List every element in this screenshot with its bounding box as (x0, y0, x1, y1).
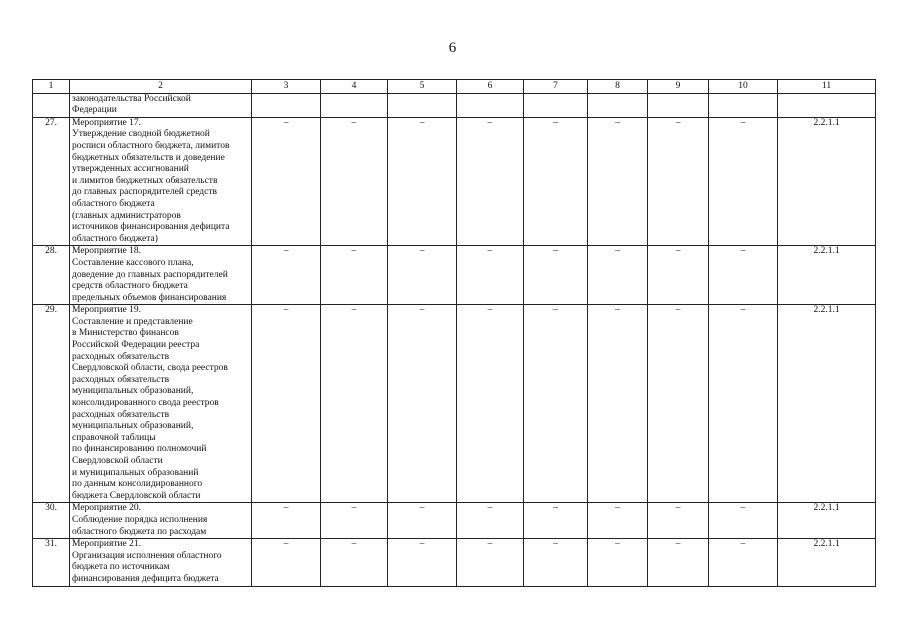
column-header: 5 (388, 80, 457, 94)
event-name-line: муниципальных образований, (72, 421, 194, 432)
event-name-line: Российской Федерации реестра (72, 340, 200, 351)
event-name-line: утвержденных ассигнований (72, 164, 189, 175)
value-cell: – (709, 246, 778, 305)
event-name-line: Мероприятие 17. (72, 117, 142, 128)
event-name-line: Утверждение сводной бюджетной (72, 129, 210, 140)
event-name-line: Мероприятие 20. (72, 503, 142, 514)
event-name-line: Свердловской области, свода реестров (72, 363, 228, 374)
event-name-line: областного бюджета) (72, 233, 158, 244)
column-header: 8 (588, 80, 648, 94)
row-number-cell: 27. (33, 117, 70, 246)
value-cell (388, 93, 457, 117)
event-name-line: Соблюдение порядка исполнения (72, 514, 208, 525)
column-header: 2 (70, 80, 252, 94)
event-name-line: бюджета Свердловской области (72, 490, 201, 501)
row-number-cell: 31. (33, 539, 70, 586)
value-cell: – (457, 503, 524, 539)
column-header: 11 (778, 80, 876, 94)
column-header: 10 (709, 80, 778, 94)
value-cell: – (457, 117, 524, 246)
event-name-line: по данным консолидированного (72, 479, 203, 490)
event-name-line: Организация исполнения областного (72, 550, 222, 561)
row-number-cell: 28. (33, 246, 70, 305)
value-cell (524, 93, 588, 117)
row-number-cell: 29. (33, 305, 70, 503)
value-cell (648, 93, 709, 117)
column-header: 7 (524, 80, 588, 94)
event-name-line: расходных обязательств (72, 409, 170, 420)
event-name-line: справочной таблицы (72, 432, 156, 443)
value-cell: – (648, 539, 709, 586)
value-cell: – (457, 305, 524, 503)
value-cell: – (524, 117, 588, 246)
event-name-line: бюджетных обязательств и доведение (72, 152, 225, 163)
value-cell: – (588, 539, 648, 586)
value-cell: – (588, 305, 648, 503)
indicator-code-cell (778, 93, 876, 117)
value-cell: – (252, 305, 321, 503)
value-cell: – (252, 117, 321, 246)
value-cell: – (321, 246, 388, 305)
value-cell: – (588, 503, 648, 539)
value-cell: – (388, 305, 457, 503)
value-cell (321, 93, 388, 117)
event-name-cell (70, 117, 252, 246)
value-cell (252, 93, 321, 117)
event-name-line: росписи областного бюджета, лимитов (72, 140, 230, 151)
event-name-line: и лимитов бюджетных обязательств (72, 175, 218, 186)
event-name-cell (70, 503, 252, 539)
event-name-line: расходных обязательств (72, 374, 170, 385)
event-name-line: Мероприятие 21. (72, 539, 142, 550)
table-row (33, 503, 876, 539)
value-cell: – (588, 246, 648, 305)
value-cell (457, 93, 524, 117)
indicator-code-cell: 2.2.1.1 (778, 246, 876, 305)
value-cell: – (524, 305, 588, 503)
indicator-code-cell: 2.2.1.1 (778, 539, 876, 586)
column-header: 9 (648, 80, 709, 94)
indicator-code-cell: 2.2.1.1 (778, 117, 876, 246)
value-cell: – (709, 305, 778, 503)
continuation-row (33, 93, 876, 117)
value-cell: – (321, 117, 388, 246)
column-header: 6 (457, 80, 524, 94)
event-name-cell (70, 93, 252, 117)
value-cell: – (709, 503, 778, 539)
value-cell: – (648, 305, 709, 503)
value-cell (709, 93, 778, 117)
event-name-line: по финансированию полномочий (72, 444, 207, 455)
event-name-line: в Министерство финансов (72, 328, 179, 339)
value-cell: – (709, 539, 778, 586)
event-name-line: законодательства Российской (72, 93, 191, 104)
value-cell: – (252, 539, 321, 586)
event-name-line: бюджета по источникам (72, 562, 170, 573)
column-header: 4 (321, 80, 388, 94)
value-cell: – (524, 539, 588, 586)
event-name-line: источников финансирования дефицита (72, 222, 230, 233)
event-name-line: средств областного бюджета (72, 281, 188, 292)
event-name-line: Мероприятие 19. (72, 305, 142, 316)
event-name-line: Свердловской области (72, 456, 163, 466)
row-number-cell (33, 93, 70, 117)
value-cell: – (252, 503, 321, 539)
value-cell: – (321, 503, 388, 539)
value-cell: – (321, 305, 388, 503)
value-cell: – (648, 117, 709, 246)
header-row (33, 80, 876, 94)
table-row (33, 305, 876, 503)
event-name-line: областного бюджета (72, 198, 155, 209)
value-cell: – (524, 246, 588, 305)
event-name-line: доведение до главных распорядителей (72, 269, 228, 280)
value-cell: – (388, 539, 457, 586)
event-name-line: консолидированного свода реестров (72, 398, 219, 409)
column-header: 3 (252, 80, 321, 94)
value-cell: – (648, 246, 709, 305)
table-row (33, 246, 876, 305)
value-cell: – (321, 539, 388, 586)
value-cell: – (252, 246, 321, 305)
indicator-code-cell: 2.2.1.1 (778, 503, 876, 539)
event-name-cell (70, 305, 252, 503)
table-row (33, 117, 876, 246)
value-cell: – (588, 117, 648, 246)
event-name-line: Составление кассового плана, (72, 257, 194, 268)
table-row (33, 539, 876, 586)
event-name-line: (главных администраторов (72, 210, 181, 221)
indicator-code-cell: 2.2.1.1 (778, 305, 876, 503)
event-name-line: и муниципальных образований (72, 467, 199, 478)
event-name-line: Составление и представление (72, 316, 193, 327)
value-cell: – (388, 246, 457, 305)
event-name-line: финансирования дефицита бюджета (72, 573, 219, 584)
event-name-line: муниципальных образований, (72, 386, 194, 397)
event-name-cell (70, 539, 252, 586)
event-name-line: до главных распорядителей средств (72, 187, 217, 198)
event-name-line: предельных объемов финансирования (72, 292, 227, 303)
event-name-line: Мероприятие 18. (72, 246, 142, 257)
event-name-line: расходных обязательств (72, 351, 170, 362)
program-table (32, 79, 876, 587)
value-cell: – (388, 503, 457, 539)
event-name-line: областного бюджета по расходам (72, 526, 207, 537)
event-name-line: Федерации (72, 105, 117, 116)
value-cell: – (648, 503, 709, 539)
row-number-cell: 30. (33, 503, 70, 539)
value-cell: – (457, 539, 524, 586)
value-cell: – (388, 117, 457, 246)
page-number: 6 (448, 40, 457, 56)
value-cell: – (457, 246, 524, 305)
column-header: 1 (33, 80, 70, 94)
value-cell: – (709, 117, 778, 246)
value-cell (588, 93, 648, 117)
value-cell: – (524, 503, 588, 539)
event-name-cell (70, 246, 252, 305)
